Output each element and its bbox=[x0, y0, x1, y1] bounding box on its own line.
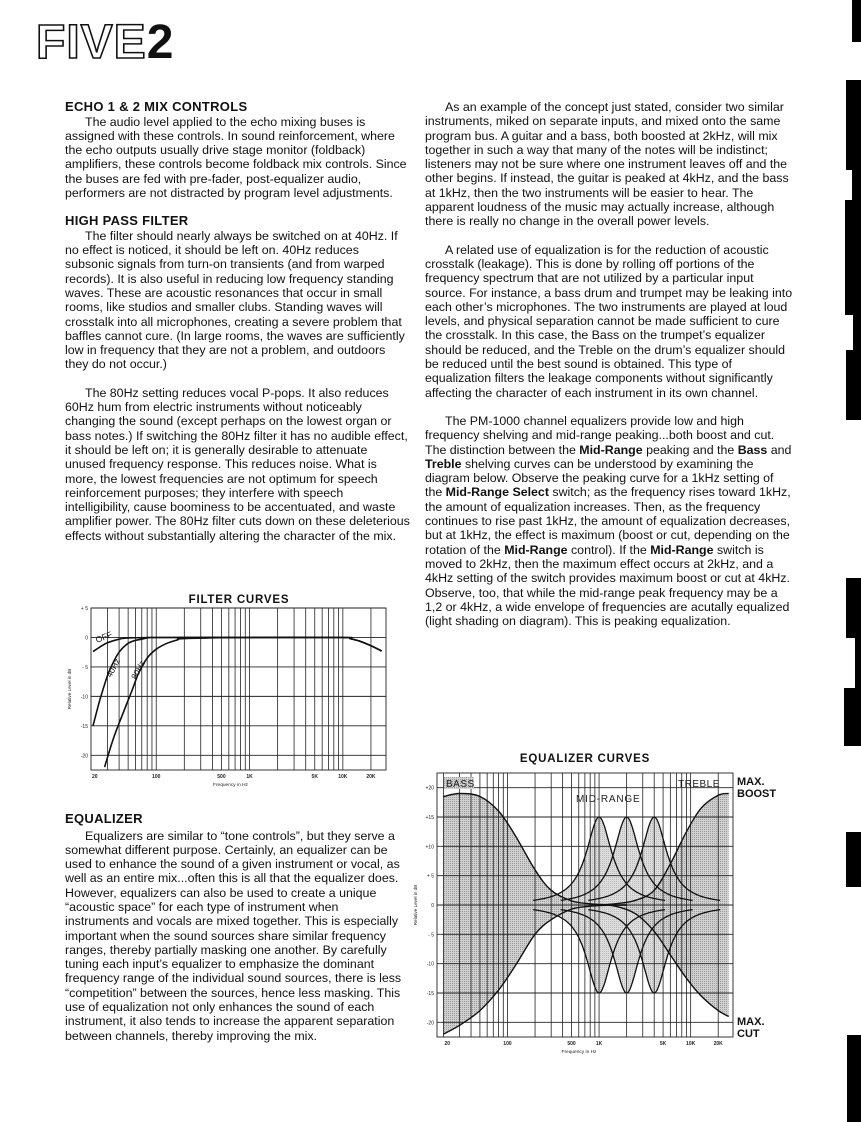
right-paragraph-1: As an example of the concept just stated, consider two similar instruments, miked on separate inputs, and mixed onto the same program bus. A guitar and a bass, both boosted at 2kHz, will mix together in such a way that many of the notes will be indistinct; listeners may not be sure where one instrument leaves off and the other begins. If instead, the guitar is peaked at 4kHz, and the bass at 1kHz, then the two instruments will be easier to hear. The apparent loudness of the music may actually increase, although there is really no change in the overall power levels. bbox=[425, 100, 789, 229]
hpf-paragraph-1: The filter should nearly always be switched on at 40Hz. If no effect is noticed, it should be left on. 40Hz reduces subsonic signals from turn-on transients (and from warped records). It is also useful in reducing low frequency standing waves. These are acoustic resonances that occur in small rooms, like studios and smaller clubs. Standing waves will crosstalk into all microphones, creating a severe problem that baffles cannot cure. (In large rooms, the waves are sufficiently low in frequency that they are not a problem, and outdoors they do not occur.) bbox=[65, 228, 405, 372]
max-boost-label-line2: BOOST bbox=[737, 788, 777, 800]
x-tick-label: 500 bbox=[567, 1041, 576, 1047]
x-tick-label: 100 bbox=[503, 1041, 512, 1047]
equalizer-curves-chart bbox=[410, 765, 800, 1065]
scan-edge-bar bbox=[844, 688, 861, 746]
right-column bbox=[425, 100, 793, 628]
x-tick-label: 5K bbox=[659, 1041, 667, 1047]
x-tick-label: 20K bbox=[713, 1041, 723, 1047]
y-axis-label: Relative Level in dB bbox=[67, 668, 72, 710]
y-tick-label: 0 bbox=[85, 635, 88, 642]
y-tick-label: -10 bbox=[426, 961, 434, 968]
x-tick-label: 1K bbox=[595, 1041, 603, 1047]
x-axis-label: Frequency in Hz bbox=[213, 783, 248, 788]
max-cut-label-line1: MAX. bbox=[737, 1016, 765, 1028]
scan-edge-bar bbox=[853, 315, 861, 350]
y-tick-label: + 5 bbox=[426, 873, 434, 880]
curve-label-40hz: 40Hz bbox=[103, 656, 123, 679]
x-tick-label: 1K bbox=[246, 774, 253, 780]
y-tick-label: + 5 bbox=[80, 606, 88, 612]
eq-paragraph: Equalizers are similar to “tone controls”, but they serve a somewhat different purpose. Certainly, an equalizer can be used to enhance the sound of a given instrument or vocal, as well as an entire mix...often this is all that the equalizer does. However, equalizers can also be used to create a unique “acoustic space” for each type of instrument when instruments and vocals are mixed together. This is especially important when the sound sources share similar frequency ranges, thereby partially masking one another. By carefully tuning each input’s equalizer to emphasize the dominant frequency range of the individual sound sources, there is less “competition” between the sources, hence less masking. This use of equalization not only enhances the sound of each instrument, it also tends to increase the apparent separation between channels, thereby improving the mix. bbox=[65, 828, 402, 1043]
treble-label: TREBLE bbox=[678, 779, 720, 790]
right-paragraph-3: The PM-1000 channel equalizers provide low and high frequency shelving and mid-range peaking...both boost and cut. The distinction between the Mid-Range peaking and the Bass and Treble shelving curves can be understood by examining the diagram below. Observe the peaking curve for a 1kHz setting of the Mid-Range Select switch; as the frequency rises toward 1kHz, the amount of equalization increases. Then, as the frequency continues to rise past 1kHz, the amount of equalization decreases, but at 1kHz, the effect is maximum (boost or cut, depending on the rotation of the Mid-Range control). If the Mid-Range switch is moved to 2kHz, then the maximum effect occurs at 2kHz, and a 4kHz setting of the switch provides maximum boost or cut at 4kHz. Observe, too, that while the mid-range peak frequency may be a 1,2 or 4kHz, a wide envelope of frequencies are acutally equalized (light shading on diagram). This is peaking equalization. bbox=[425, 413, 792, 629]
scan-edge-bar bbox=[847, 1035, 861, 1122]
hpf-heading: HIGH PASS FILTER bbox=[65, 213, 189, 229]
x-tick-label: 5K bbox=[311, 774, 318, 780]
curve-label-off: OFF bbox=[94, 629, 114, 645]
x-tick-label: 20 bbox=[92, 774, 98, 780]
y-tick-label: -15 bbox=[426, 991, 434, 997]
title-number: 2 bbox=[146, 16, 175, 69]
y-tick-label: -20 bbox=[80, 753, 88, 760]
scan-edge-bar bbox=[846, 832, 861, 887]
y-tick-label: +10 bbox=[425, 844, 434, 851]
scan-edge-bar bbox=[846, 350, 861, 420]
y-tick-label: - 5 bbox=[82, 664, 88, 671]
x-tick-label: 500 bbox=[217, 774, 226, 780]
scan-edge-bar bbox=[846, 578, 861, 638]
y-tick-label: +20 bbox=[425, 785, 434, 792]
eq-chart-title: EQUALIZER CURVES bbox=[519, 753, 651, 765]
filter-curves-chart bbox=[60, 600, 400, 790]
right-paragraph-2: A related use of equalization is for the reduction of acoustic crosstalk (leakage). This is done by rolling off portions of the frequency spectrum that are not utilized by a particular input source. For instance, a bass drum and trumpet may be leaking into each other’s microphones. The two instruments are played at loud levels, and physical separation cannot be made sufficient to cure the crosstalk. In this case, the Bass on the trumpet’s equalizer should be reduced, and the Treble on the drum’s equalizer should be reduced until the best sound is obtained. This type of equalization filters the leakage components without significantly affecting the character of each instrument in its own channel. bbox=[425, 242, 793, 400]
scan-edge-bar bbox=[846, 80, 861, 170]
title-outline-text: FIVE bbox=[36, 16, 147, 69]
hpf-paragraph-2: The 80Hz setting reduces vocal P-pops. It also reduces 60Hz hum from electric instruments without noticeably changing the sound (except perhaps on the lowest organ or bass notes.) If switching the 80Hz filter it has no audible effect, it should be left on; it is generally desirable to attenuate unused frequency response. This reduces noise. What is more, the lowest frequencies are not optimum for speech reinforcement purposes; they interfere with speech intelligibility, cause boominess to be accentuated, and waste amplifier power. The 80Hz filter cuts down on these deleterious effects without substantially altering the character of the mix. bbox=[65, 385, 410, 543]
filter-chart-title: FILTER CURVES bbox=[188, 594, 290, 606]
scan-edge-bar bbox=[845, 200, 861, 315]
x-tick-label: 10K bbox=[686, 1041, 696, 1047]
y-tick-label: - 5 bbox=[428, 932, 434, 939]
scan-edge-bar bbox=[855, 638, 861, 688]
eq-heading: EQUALIZER bbox=[65, 811, 143, 826]
max-boost-label-line1: MAX. bbox=[737, 776, 765, 788]
page-title bbox=[36, 18, 174, 68]
y-tick-label: -15 bbox=[80, 723, 88, 730]
echo-paragraph: The audio level applied to the echo mixing buses is assigned with these controls. In sound reinforcement, where the echo outputs usually drive stage monitor (foldback) amplifiers, these controls become foldback mix controls. Since the buses are fed with pre-fader, post-equalizer audio, performers are not distracted by program level adjustments. bbox=[65, 114, 407, 200]
y-axis-label: Relative Level in dB bbox=[413, 884, 418, 926]
curve-label-80hz: 80Hz bbox=[128, 658, 148, 681]
left-column bbox=[65, 100, 410, 543]
x-tick-label: 10K bbox=[338, 774, 348, 780]
y-tick-label: 0 bbox=[431, 903, 434, 909]
y-tick-label: +15 bbox=[425, 815, 434, 821]
scan-edge-bar bbox=[852, 0, 861, 42]
y-tick-label: -20 bbox=[426, 1020, 434, 1027]
left-column-lower bbox=[65, 812, 405, 1043]
x-tick-label: 100 bbox=[152, 774, 161, 780]
x-tick-label: 20K bbox=[366, 774, 376, 780]
scan-edge-bar bbox=[852, 170, 861, 200]
max-cut-label-line2: CUT bbox=[737, 1028, 760, 1040]
filter-curve-80hz bbox=[105, 637, 382, 767]
bass-label: BASS bbox=[446, 779, 475, 790]
x-tick-label: 20 bbox=[444, 1041, 451, 1047]
y-tick-label: -10 bbox=[80, 694, 88, 701]
echo-heading: ECHO 1 & 2 MIX CONTROLS bbox=[65, 99, 248, 114]
x-axis-label: Frequency in Hz bbox=[561, 1050, 597, 1055]
mid-range-label: MID-RANGE bbox=[576, 794, 641, 805]
